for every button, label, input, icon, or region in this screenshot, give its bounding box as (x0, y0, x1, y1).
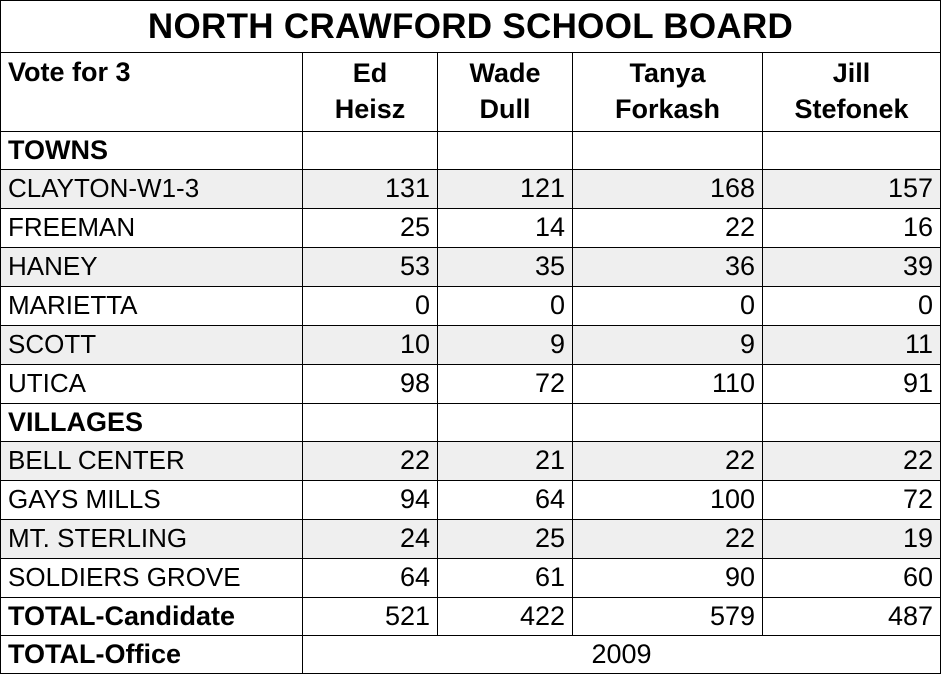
candidate-last-name: Heisz (334, 94, 406, 125)
candidate-header (573, 53, 763, 131)
candidate-last-name: Forkash (614, 94, 721, 125)
vote-count: 36 (573, 247, 763, 286)
row-label: BELL CENTER (1, 441, 303, 480)
row-label: SCOTT (1, 325, 303, 364)
vote-count: 60 (763, 558, 941, 597)
vote-count: 0 (573, 286, 763, 325)
row-label: MARIETTA (1, 286, 303, 325)
vote-count: 100 (573, 480, 763, 519)
row-label: GAYS MILLS (1, 480, 303, 519)
vote-count: 25 (438, 519, 573, 558)
total-candidate-value: 579 (573, 597, 763, 635)
total-candidate-value: 521 (303, 597, 438, 635)
vote-count: 10 (303, 325, 438, 364)
empty-cell (763, 403, 941, 441)
vote-count: 94 (303, 480, 438, 519)
row-label: FREEMAN (1, 208, 303, 247)
candidate-first-name: Ed (352, 58, 388, 89)
section-label-villages: VILLAGES (1, 403, 303, 441)
row-label: CLAYTON-W1-3 (1, 170, 303, 209)
table-row (1, 441, 941, 480)
vote-count: 64 (438, 480, 573, 519)
vote-count: 21 (438, 441, 573, 480)
candidate-header (763, 53, 941, 131)
table-row (1, 247, 941, 286)
vote-count: 131 (303, 170, 438, 209)
vote-count: 168 (573, 170, 763, 209)
empty-cell (303, 131, 438, 169)
vote-count: 91 (763, 364, 941, 403)
total-candidate-value: 422 (438, 597, 573, 635)
total-candidate-label: TOTAL-Candidate (1, 597, 303, 635)
total-office-label: TOTAL-Office (1, 635, 303, 673)
vote-count: 110 (573, 364, 763, 403)
candidate-last-name: Stefonek (794, 94, 909, 125)
row-label: MT. STERLING (1, 519, 303, 558)
candidate-header (438, 53, 573, 131)
vote-count: 11 (763, 325, 941, 364)
candidate-first-name: Jill (832, 58, 871, 89)
table-row (1, 519, 941, 558)
vote-count: 19 (763, 519, 941, 558)
total-candidate-value: 487 (763, 597, 941, 635)
vote-for-label: Vote for 3 (1, 53, 303, 131)
vote-count: 39 (763, 247, 941, 286)
vote-count: 0 (303, 286, 438, 325)
vote-count: 9 (573, 325, 763, 364)
row-label: HANEY (1, 247, 303, 286)
vote-count: 157 (763, 170, 941, 209)
vote-count: 24 (303, 519, 438, 558)
table-title: NORTH CRAWFORD SCHOOL BOARD (1, 1, 941, 53)
table-row (1, 558, 941, 597)
table-row (1, 364, 941, 403)
vote-count: 0 (438, 286, 573, 325)
vote-count: 14 (438, 208, 573, 247)
vote-count: 25 (303, 208, 438, 247)
table-row (1, 480, 941, 519)
empty-cell (438, 131, 573, 169)
candidate-first-name: Wade (469, 58, 541, 89)
vote-count: 72 (438, 364, 573, 403)
row-label: SOLDIERS GROVE (1, 558, 303, 597)
vote-count: 72 (763, 480, 941, 519)
row-label: UTICA (1, 364, 303, 403)
towns-rows (1, 170, 941, 404)
vote-count: 98 (303, 364, 438, 403)
vote-count: 22 (303, 441, 438, 480)
candidate-first-name: Tanya (629, 58, 706, 89)
vote-count: 0 (763, 286, 941, 325)
table-row (1, 208, 941, 247)
table-row (1, 325, 941, 364)
candidate-header (303, 53, 438, 131)
vote-count: 16 (763, 208, 941, 247)
vote-count: 22 (573, 208, 763, 247)
vote-count: 53 (303, 247, 438, 286)
villages-rows (1, 441, 941, 597)
total-office-value: 2009 (303, 635, 941, 673)
vote-count: 22 (573, 519, 763, 558)
empty-cell (438, 403, 573, 441)
vote-count: 64 (303, 558, 438, 597)
vote-count: 22 (573, 441, 763, 480)
vote-count: 9 (438, 325, 573, 364)
vote-count: 35 (438, 247, 573, 286)
empty-cell (303, 403, 438, 441)
empty-cell (573, 131, 763, 169)
empty-cell (763, 131, 941, 169)
table-row (1, 286, 941, 325)
vote-count: 22 (763, 441, 941, 480)
table-row (1, 170, 941, 209)
vote-count: 61 (438, 558, 573, 597)
vote-count: 121 (438, 170, 573, 209)
candidate-last-name: Dull (479, 94, 531, 125)
section-label-towns: TOWNS (1, 131, 303, 169)
empty-cell (573, 403, 763, 441)
vote-count: 90 (573, 558, 763, 597)
